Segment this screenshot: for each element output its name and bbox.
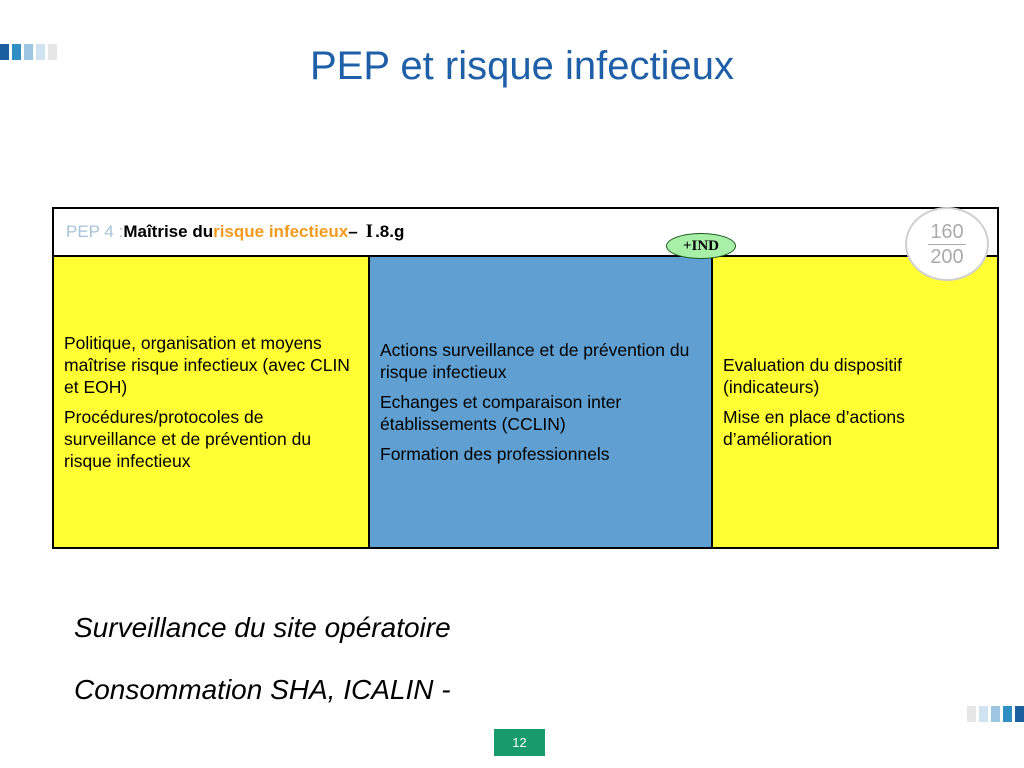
table-cell-policy (54, 257, 370, 547)
cell-text: Mise en place d’actions d’amélioration (723, 407, 905, 449)
bottom-line-surveillance: Surveillance du site opératoire (74, 612, 451, 643)
ind-badge: +IND (666, 233, 736, 259)
score-numerator: 160 (930, 220, 964, 243)
pep-dash: – (348, 222, 358, 241)
pep-table-header (54, 209, 997, 257)
slide-title: PEP et risque infectieux (310, 44, 734, 88)
score-badge (905, 207, 989, 281)
cell-text: Actions surveillance et de prévention du risque infectieux (380, 340, 690, 382)
pep-ref: .8.g (375, 222, 405, 241)
cell-text: Echanges et comparaison inter établissements (CCLIN) (380, 392, 622, 434)
cell-text: Politique, organisation et moyens maîtrise risque infectieux (avec CLIN et EOH) (64, 333, 350, 397)
table-cell-evaluation (713, 257, 997, 547)
pep-table (52, 207, 999, 549)
pep-title: Maîtrise du (123, 222, 214, 241)
cell-text: Evaluation du dispositif (indicateurs) (723, 355, 902, 397)
decorative-squares-top (0, 44, 57, 60)
cell-text: Formation des professionnels (380, 444, 610, 464)
cell-text: Procédures/protocoles de surveillance et de prévention du risque infectieux (64, 407, 312, 471)
page-number: 12 (494, 729, 545, 756)
bottom-line-consommation: Consommation SHA, ICALIN - (74, 674, 451, 705)
pep-code: PEP 4 : (66, 222, 124, 241)
table-cell-actions (370, 257, 713, 547)
pep-roman: I (365, 221, 374, 242)
decorative-squares-bottom (967, 706, 1024, 722)
pep-highlight: risque infectieux (213, 222, 349, 241)
score-denominator: 200 (930, 245, 964, 268)
